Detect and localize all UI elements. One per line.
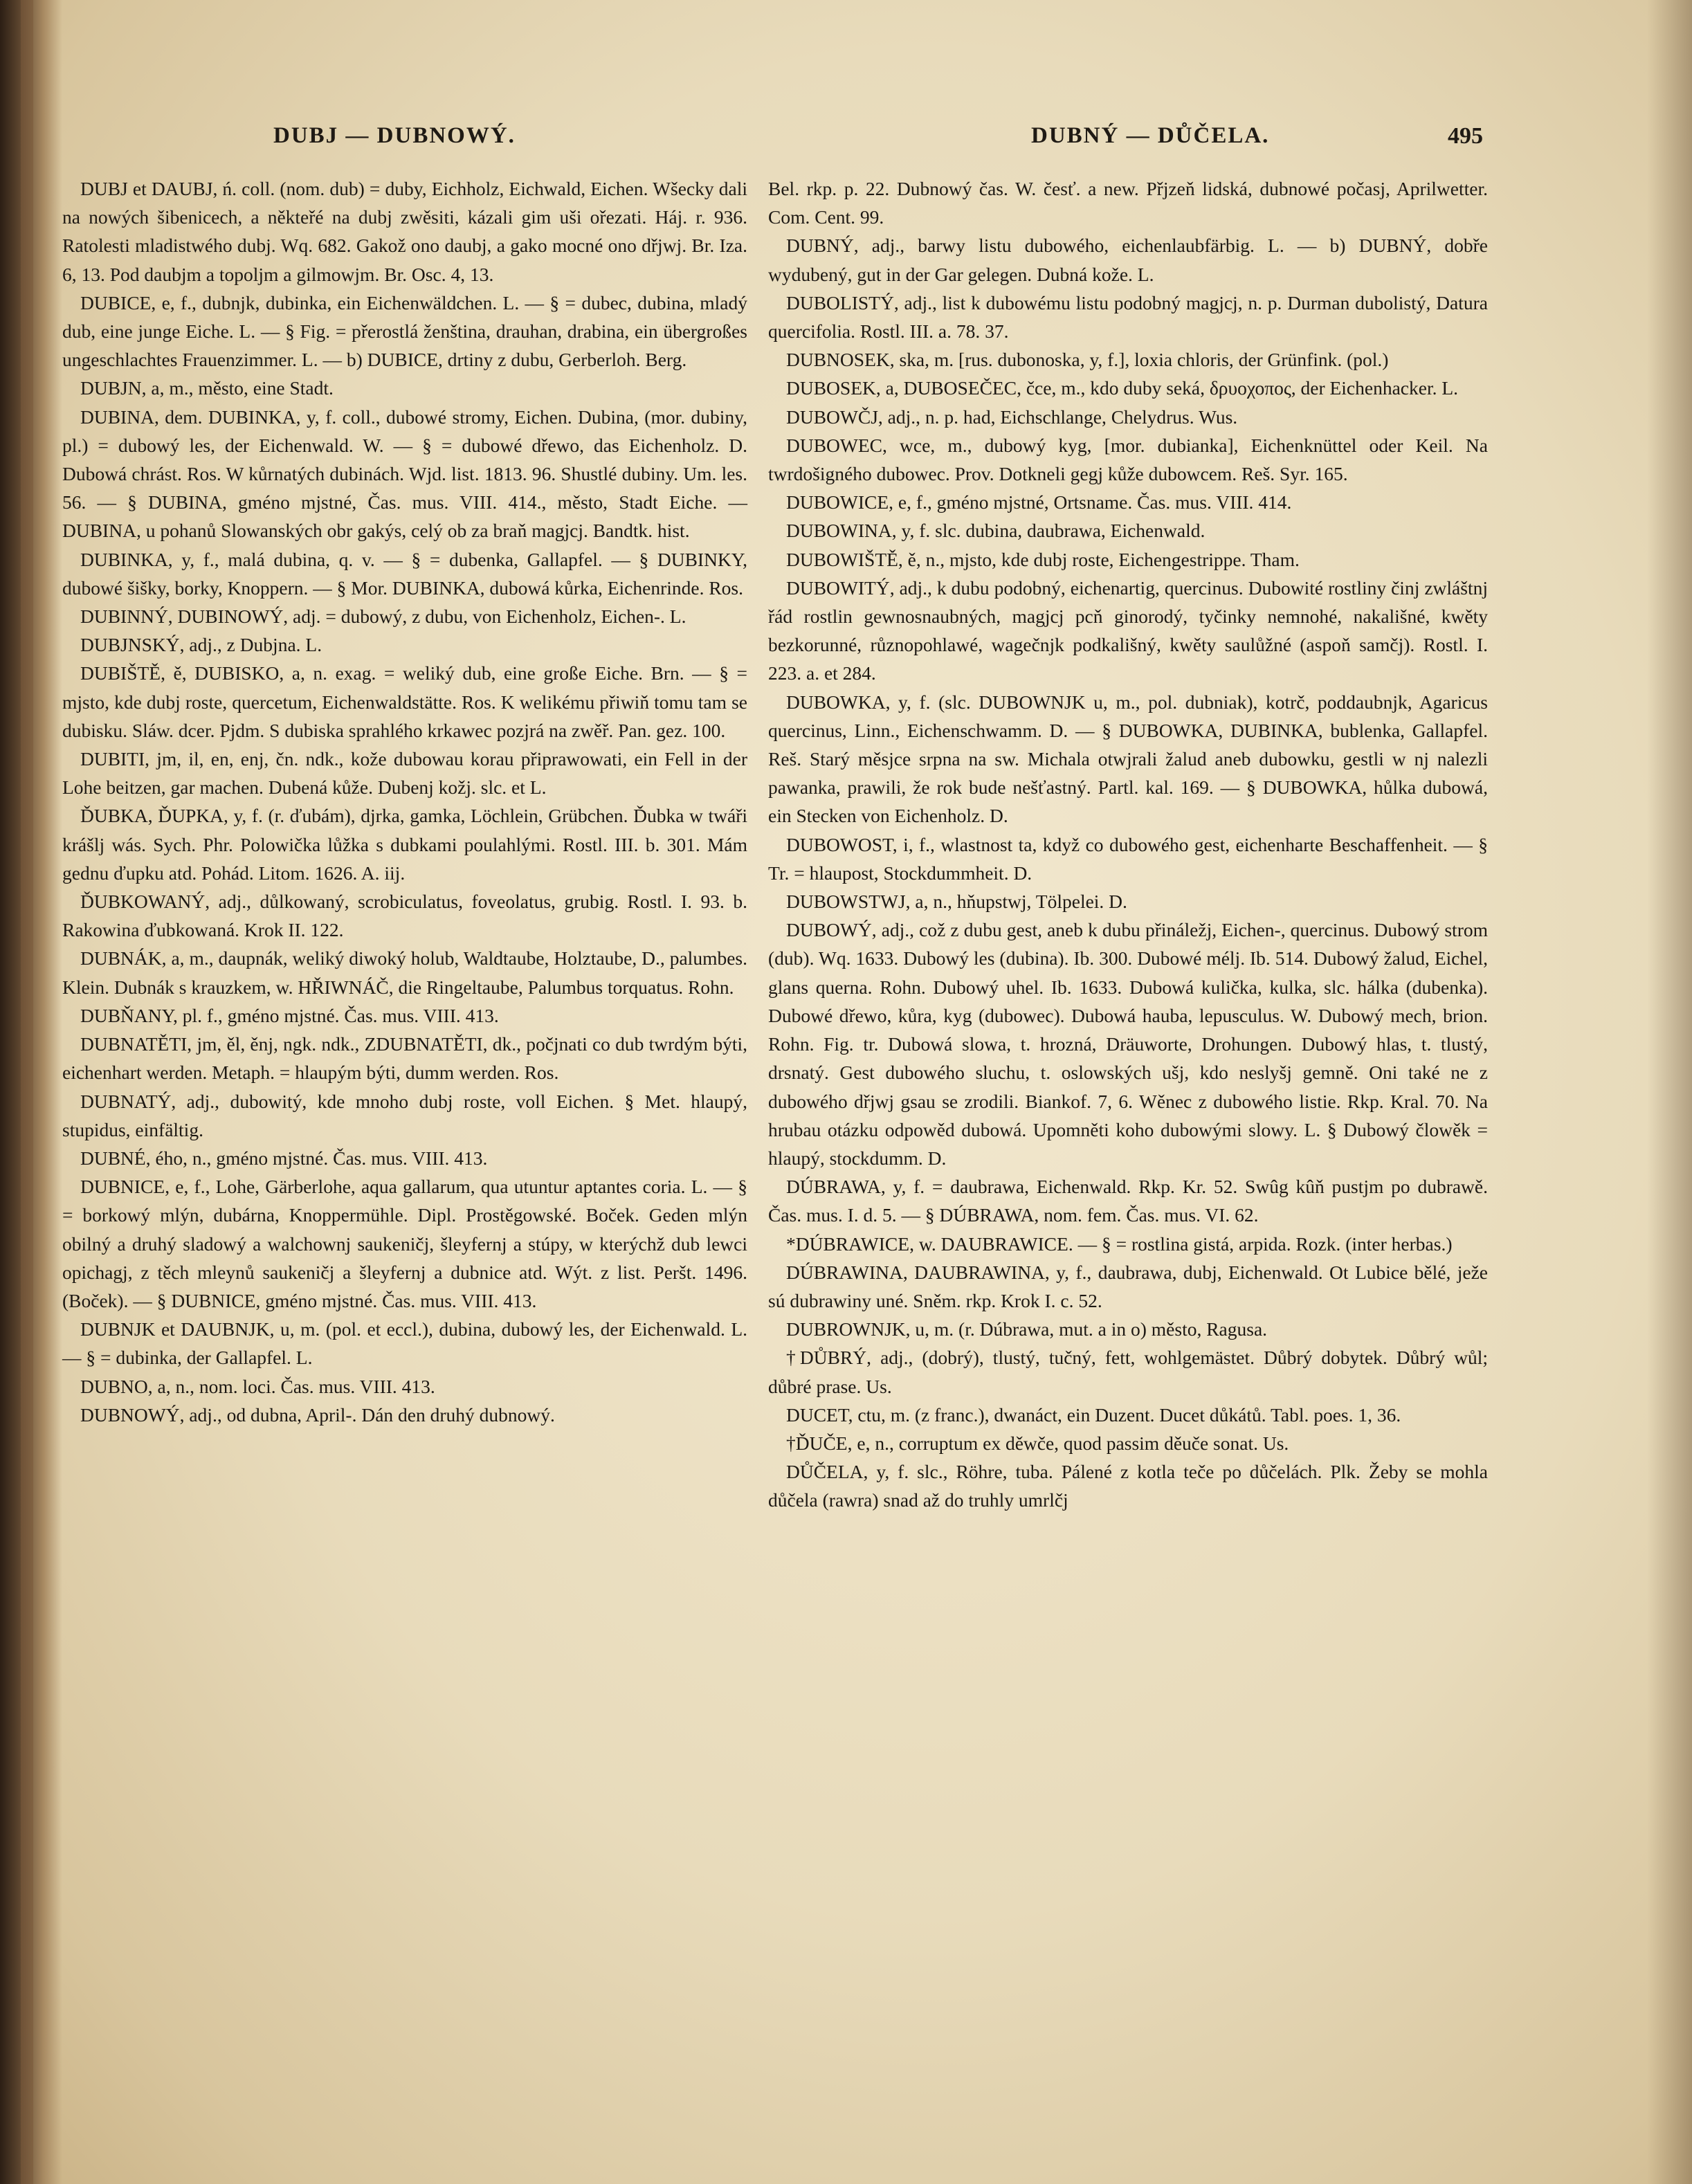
dictionary-entry: DUBIŠTĚ, ě, DUBISKO, a, n. exag. = weliký dub, eine große Eiche. Brn. — § = mjsto, kde dubj roste, quercetum, Eichenwaldstätte. Ros. K welikému přiwiň tomu tam se dubisku. Sláw. dcer. Pjdm. S dubiska sprahlého krkawec pozjrá na zwěř. Pan. gez. 100. [62,662,747,741]
running-head-right: DUBNÝ — DŮČELA. [1031,123,1270,148]
page-edge-shadow [1647,0,1692,2184]
dictionary-entry: DUBOWČJ, adj., n. p. had, Eichschlange, Chelydrus. Wus. [786,406,1238,428]
dictionary-entry: DUBNATĚTI, jm, ěl, ěnj, ngk. ndk., ZDUBNATĚTI, dk., počjnati co dub twrdým býti, eichenhart werden. Metaph. = hlaupým býti, dumm werden. Ros. [62,1033,747,1084]
dictionary-entry: DUBOWEC, wce, m., dubowý kyg, [mor. dubianka], Eichenknüttel oder Keil. Na twrdošigného dubowec. Prov. Dotkneli gegj kůže dubowcem. Reš. Syr. 165. [768,434,1488,485]
dictionary-entry: DUBROWNJK, u, m. (r. Dúbrawa, mut. a in o) město, Ragusa. [786,1318,1268,1340]
dictionary-entry: DUBNÝ, adj., barwy listu dubowého, eichenlaubfärbig. L. — b) DUBNÝ, dobře wydubený, gut in der Gar gelegen. Dubná kože. L. [768,235,1488,285]
dictionary-entry: DUBNICE, e, f., Lohe, Gärberlohe, aqua gallarum, qua utuntur aptantes coria. L. — § = borkowý mlýn, dubárna, Knoppermühle. Dipl. Prostěgowské. Boček. Geden mlýn obilný a druhý sladowý a walchownj saukeničj, šleyfernj a stúpy, w kterýchž dub lewci opichagj, z těch mleynů saukeničj a šleyfernj a dubnice atd. Wýt. z list. Peršt. 1496. (Boček). — § DUBNICE, gméno mjstné. Čas. mus. VIII. 413. [62,1176,747,1311]
dictionary-entry: DUBOWOST, i, f., wlastnost ta, když co dubowého gest, eichenharte Beschaffenheit. — § Tr. = hlaupost, Stockdummheit. D. [768,833,1488,884]
dictionary-entry: DUBOLISTÝ, adj., list k dubowému listu podobný magjcj, n. p. Durman dubolistý, Datura quercifolia. Rostl. III. a. 78. 37. [768,291,1488,343]
book-spine [21,0,33,2184]
left-column [62,174,747,1429]
dictionary-entry: DUBICE, e, f., dubnjk, dubinka, ein Eichenwäldchen. L. — § = dubec, dubina, mladý dub, eine junge Eiche. L. — § Fig. = přerostlá ženština, drauhan, drabina, ein übergroßes ungeschlachtes Frauenzimmer. L. — b) DUBICE, drtiny z dubu, Gerberloh. Berg. [62,291,747,371]
dictionary-entry: DUBOWIŠTĚ, ě, n., mjsto, kde dubj roste, Eichengestrippe. Tham. [786,548,1300,570]
dictionary-entry: DUBNÉ, ého, n., gméno mjstné. Čas. mus. VIII. 413. [80,1147,488,1169]
dictionary-entry: DUCET, ctu, m. (z franc.), dwanáct, ein Duzent. Ducet důkátů. Tabl. poes. 1, 36. [786,1403,1401,1426]
dictionary-entry: DUBOWICE, e, f., gméno mjstné, Ortsname. Čas. mus. VIII. 414. [786,491,1292,513]
dictionary-entry: DUBNATÝ, adj., dubowitý, kde mnoho dubj roste, voll Eichen. § Met. hlaupý, stupidus, einfältig. [62,1090,747,1140]
dictionary-entry: DUBINKA, y, f., malá dubina, q. v. — § = dubenka, Gallapfel. — § DUBINKY, dubowé šišky, borky, Knoppern. — § Mor. DUBINKA, dubowá kůrka, Eichenrinde. Ros. [62,548,747,599]
dictionary-entry: DUBOWSTWJ, a, n., hňupstwj, Tölpelei. D. [786,891,1127,913]
dictionary-entry: DŮČELA, y, f. slc., Röhre, tuba. Pálené z kotla teče po důčelách. Plk. Žeby se mohla důčela (rawra) snad až do truhly umrlčj [768,1461,1488,1511]
dictionary-entry: †DŮBRÝ, adj., (dobrý), tlustý, tučný, fett, wohlgemästet. Důbrý dobytek. Důbrý wůl; důbré prase. Us. [768,1347,1488,1397]
dictionary-entry: DUBNO, a, n., nom. loci. Čas. mus. VIII. 413. [80,1375,435,1397]
dictionary-entry: DUBINNÝ, DUBINOWÝ, adj. = dubowý, z dubu, von Eichenholz, Eichen-. L. [80,606,686,628]
dictionary-entry: ĎUBKOWANÝ, adj., důlkowaný, scrobiculatus, foveolatus, grubig. Rostl. I. 93. b. Rakowina ďubkowaná. Krok II. 122. [62,891,747,941]
dictionary-entry: DUBJ et DAUBJ, ń. coll. (nom. dub) = duby, Eichholz, Eichwald, Eichen. Wšecky dali na nowých šibenicech, a někteřé na dubj zwěsiti, kázali gim uši ořezati. Háj. r. 936. Ratolesti mladistwého dubj. Wq. 682. Gakož ono daubj, a gako mocné ono dřjwj. Br. Iza. 6, 13. Pod daubjm a topoljm a gilmowjm. Br. Osc. 4, 13. [62,178,747,285]
dictionary-entry: DUBOWITÝ, adj., k dubu podobný, eichenartig, quercinus. Dubowité rostliny činj zwláštnj řád rostlin gewnosnaubných, magjcj pcň ginorodý, tyčinky nemnohé, nakališné, kwěty bezkorunné, různopohlawé, wagečnjk podkališný, kwěty saulůžné (aspoň samčj). Rostl. I. 223. a. et 284. [768,576,1488,684]
dictionary-entry: Bel. rkp. p. 22. Dubnowý čas. W. česť. a new. Přjzeň lidská, dubnowé počasj, Aprilwetter. Com. Cent. 99. [768,178,1488,228]
right-column [768,174,1488,1515]
page-number: 495 [1448,123,1483,149]
dictionary-entry: DÚBRAWA, y, f. = daubrawa, Eichenwald. Rkp. Kr. 52. Swûg kûň pustjm po dubrawě. Čas. mus. I. d. 5. — § DÚBRAWA, nom. fem. Čas. mus. VI. 62. [768,1176,1488,1226]
dictionary-entry: DUBJNSKÝ, adj., z Dubjna. L. [80,634,322,656]
dictionary-entry: DUBNÁK, a, m., daupnák, weliký diwoký holub, Waldtaube, Holztaube, D., palumbes. Klein. Dubnák s krauzkem, w. HŘIWNÁČ, die Ringeltaube, Palumbus torquatus. Rohn. [62,947,747,998]
dictionary-entry: DUBNJK et DAUBNJK, u, m. (pol. et eccl.), dubina, dubowý les, der Eichenwald. L. — § = dubinka, der Gallapfel. L. [62,1318,747,1369]
dictionary-entry: *DÚBRAWICE, w. DAUBRAWICE. — § = rostlina gistá, arpida. Rozk. (inter herbas.) [786,1232,1453,1255]
dictionary-entry: DUBINA, dem. DUBINKA, y, f. coll., dubowé stromy, Eichen. Dubina, (mor. dubiny, pl.) = dubowý les, der Eichenwald. W. — § = dubowé dřewo, das Eichenholz. D. Dubowá chrást. Ros. W kůrnatých dubinách. Wjd. list. 1813. 96. Shustlé dubiny. Um. les. 56. — § DUBINA, gméno mjstné, Čas. mus. VIII. 414., město, Stadt Eiche. — DUBINA, u pohanů Slowanských obr gakýs, celý ob za braň magjcj. Bandtk. hist. [62,406,747,542]
dictionary-entry: DUBNOSEK, ska, m. [rus. dubonoska, y, f.], loxia chloris, der Grünfink. (pol.) [786,349,1389,371]
dictionary-entry: ĎUBKA, ĎUPKA, y, f. (r. ďubám), djrka, gamka, Löchlein, Grübchen. Ďubka w twáři krášlj wás. Sych. Phr. Polowička lůžka s dubkami poulahlými. Rostl. III. b. 301. Mám gednu ďupku atd. Pohád. Litom. 1626. A. iij. [62,805,747,884]
dictionary-entry: †ĎUČE, e, n., corruptum ex děwče, quod passim děuče sonat. Us. [786,1432,1289,1454]
dictionary-entry: DÚBRAWINA, DAUBRAWINA, y, f., daubrawa, dubj, Eichenwald. Ot Lubice bělé, ježe sú dubrawiny uné. Sněm. rkp. Krok I. c. 52. [768,1261,1488,1311]
dictionary-entry: DUBOWÝ, adj., což z dubu gest, aneb k dubu přináležj, Eichen-, quercinus. Dubowý strom (dub). Wq. 1633. Dubowý les (dubina). Ib. 300. Dubowé mélj. Ib. 514. Dubowý žalud, Eichel, glans querna. Rohn. Dubowý uhel. Ib. 1633. Dubowá kulička, kulka, slc. hálka (dubenka). Dubowé dřewo, kůra, kyg (dubowec). Dubowá hauba, lepusculus. W. Dubowý mech, brion. Rohn. Fig. tr. Dubowá slowa, t. hrozná, Dräuworte, Drohungen. Dubowý hlas, t. tlustý, drsnatý. Gest dubowého sluchu, t. oslowských ušj, kdo neslyšj gemně. Oni také ne z dubowého dřjwj gsau se zrodili. Biankof. 7, 6. Wěnec z dubowého listie. Rkp. Kral. 70. Na hrubau otázku odpowěd dubowá. Upomněti koho dubowými slowy. L. § Dubowý člowěk = hlaupý, stockdumm. D. [768,919,1488,1169]
dictionary-entry: DUBOWINA, y, f. slc. dubina, daubrawa, Eichenwald. [786,520,1206,542]
dictionary-entry: DUBOWKA, y, f. (slc. DUBOWNJK u, m., pol. dubniak), kotrč, poddaubnjk, Agaricus quercinus, Linn., Eichenschwamm. D. — § DUBOWKA, DUBINKA, bublenka, Gallapfel. Reš. Starý měsjce srpna na sw. Michala otwjrali žalud aneb dubowku, gestli w nj nalezli pawanka, prawili, že rok bude nešťastný. Partl. kal. 169. — § DUBOWKA, hůlka dubowá, ein Stecken von Eichenholz. D. [768,691,1488,827]
dictionary-entry: DUBJN, a, m., město, eine Stadt. [80,377,334,399]
dictionary-entry: DUBOSEK, a, DUBOSEČEC, čce, m., kdo duby seká, δρυοχοπος, der Eichenhacker. L. [786,377,1459,399]
dictionary-entry: DUBNOWÝ, adj., od dubna, April-. Dán den druhý dubnowý. [80,1403,555,1426]
dictionary-entry: DUBITI, jm, il, en, enj, čn. ndk., kože dubowau korau připrawowati, ein Fell in der Lohe beitzen, gar machen. Dubená kůže. Dubenj kožj. slc. et L. [62,748,747,799]
running-head-left: DUBJ — DUBNOWÝ. [273,123,516,148]
dictionary-entry: DUBŇANY, pl. f., gméno mjstné. Čas. mus. VIII. 413. [80,1004,499,1026]
